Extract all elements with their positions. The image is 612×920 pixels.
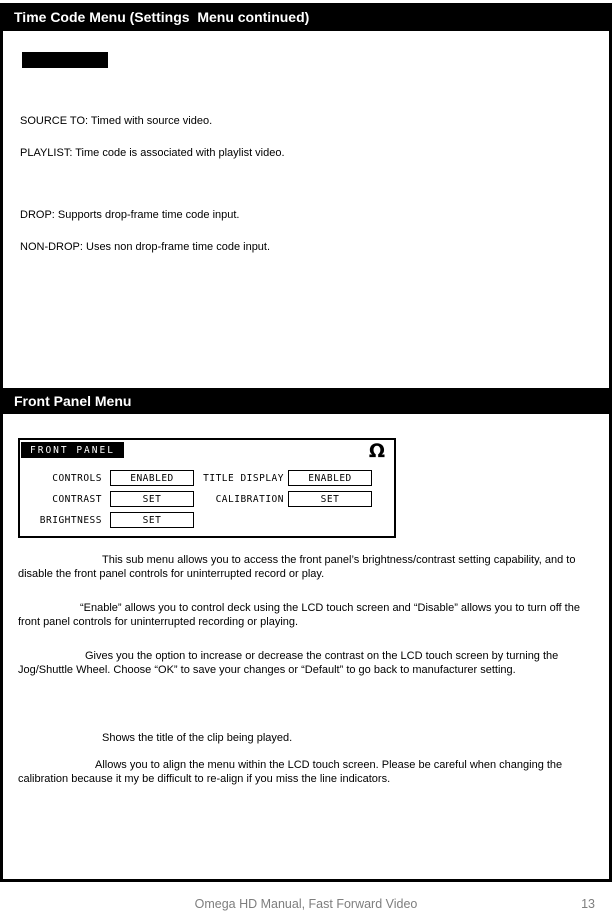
front-panel-paragraph-contrast: Gives you the option to increase or decrease the contrast on the LCD touch screen by turning the Jog/Shuttle Wheel. Choose “OK” to save your changes or “Default” to go back to manufacturer setting.	[18, 650, 559, 676]
section-header-front-panel-label: Front Panel Menu	[14, 393, 132, 409]
front-panel-paragraph-overview: This sub menu allows you to access the front panel’s brightness/contrast setting capability, and to disable the front panel controls for uninterrupted record or play.	[18, 554, 576, 580]
front-panel-button-title-display: ENABLED	[288, 470, 372, 486]
front-panel-label-controls: CONTROLS	[52, 473, 102, 484]
definition-non-drop: NON-DROP: Uses non drop-frame time code input.	[20, 241, 271, 253]
front-panel-label-calibration: CALIBRATION	[215, 494, 284, 505]
front-panel-label-brightness: BRIGHTNESS	[39, 515, 102, 526]
front-panel-button-contrast: SET	[110, 491, 194, 507]
front-panel-button-controls: ENABLED	[110, 470, 194, 486]
front-panel-button-brightness: SET	[110, 512, 194, 528]
definition-playlist: PLAYLIST: Time code is associated with playlist video.	[20, 147, 285, 159]
front-panel-diagram	[18, 438, 396, 538]
redacted-label	[22, 52, 108, 68]
omega-icon: Ω	[368, 440, 385, 462]
section-header-timecode-label: Time Code Menu (Settings Menu continued)	[14, 9, 310, 25]
section-header-front-panel	[0, 388, 612, 414]
footer-page-number: 13	[581, 897, 595, 911]
front-panel-paragraph-calibration: Allows you to align the menu within the LCD touch screen. Please be careful when changing the calibration because it my be difficult to re-align if you miss the line indicators.	[18, 759, 563, 785]
front-panel-paragraph-controls: “Enable” allows you to control deck using the LCD touch screen and “Disable” allows you to turn off the front panel controls for uninterrupted recording or playing.	[18, 602, 580, 628]
front-panel-button-calibration: SET	[288, 491, 372, 507]
front-panel-label-title-display: TITLE DISPLAY	[203, 473, 284, 484]
definition-source-to: SOURCE TO: Timed with source video.	[20, 115, 213, 127]
front-panel-label-contrast: CONTRAST	[52, 494, 102, 505]
front-panel-diagram-title: FRONT PANEL	[21, 442, 124, 458]
front-panel-paragraph-title-display: Shows the title of the clip being played.	[102, 732, 293, 744]
definition-drop: DROP: Supports drop-frame time code input.	[20, 209, 240, 221]
section-header-timecode	[0, 3, 612, 31]
footer-manual-title: Omega HD Manual, Fast Forward Video	[194, 897, 418, 911]
